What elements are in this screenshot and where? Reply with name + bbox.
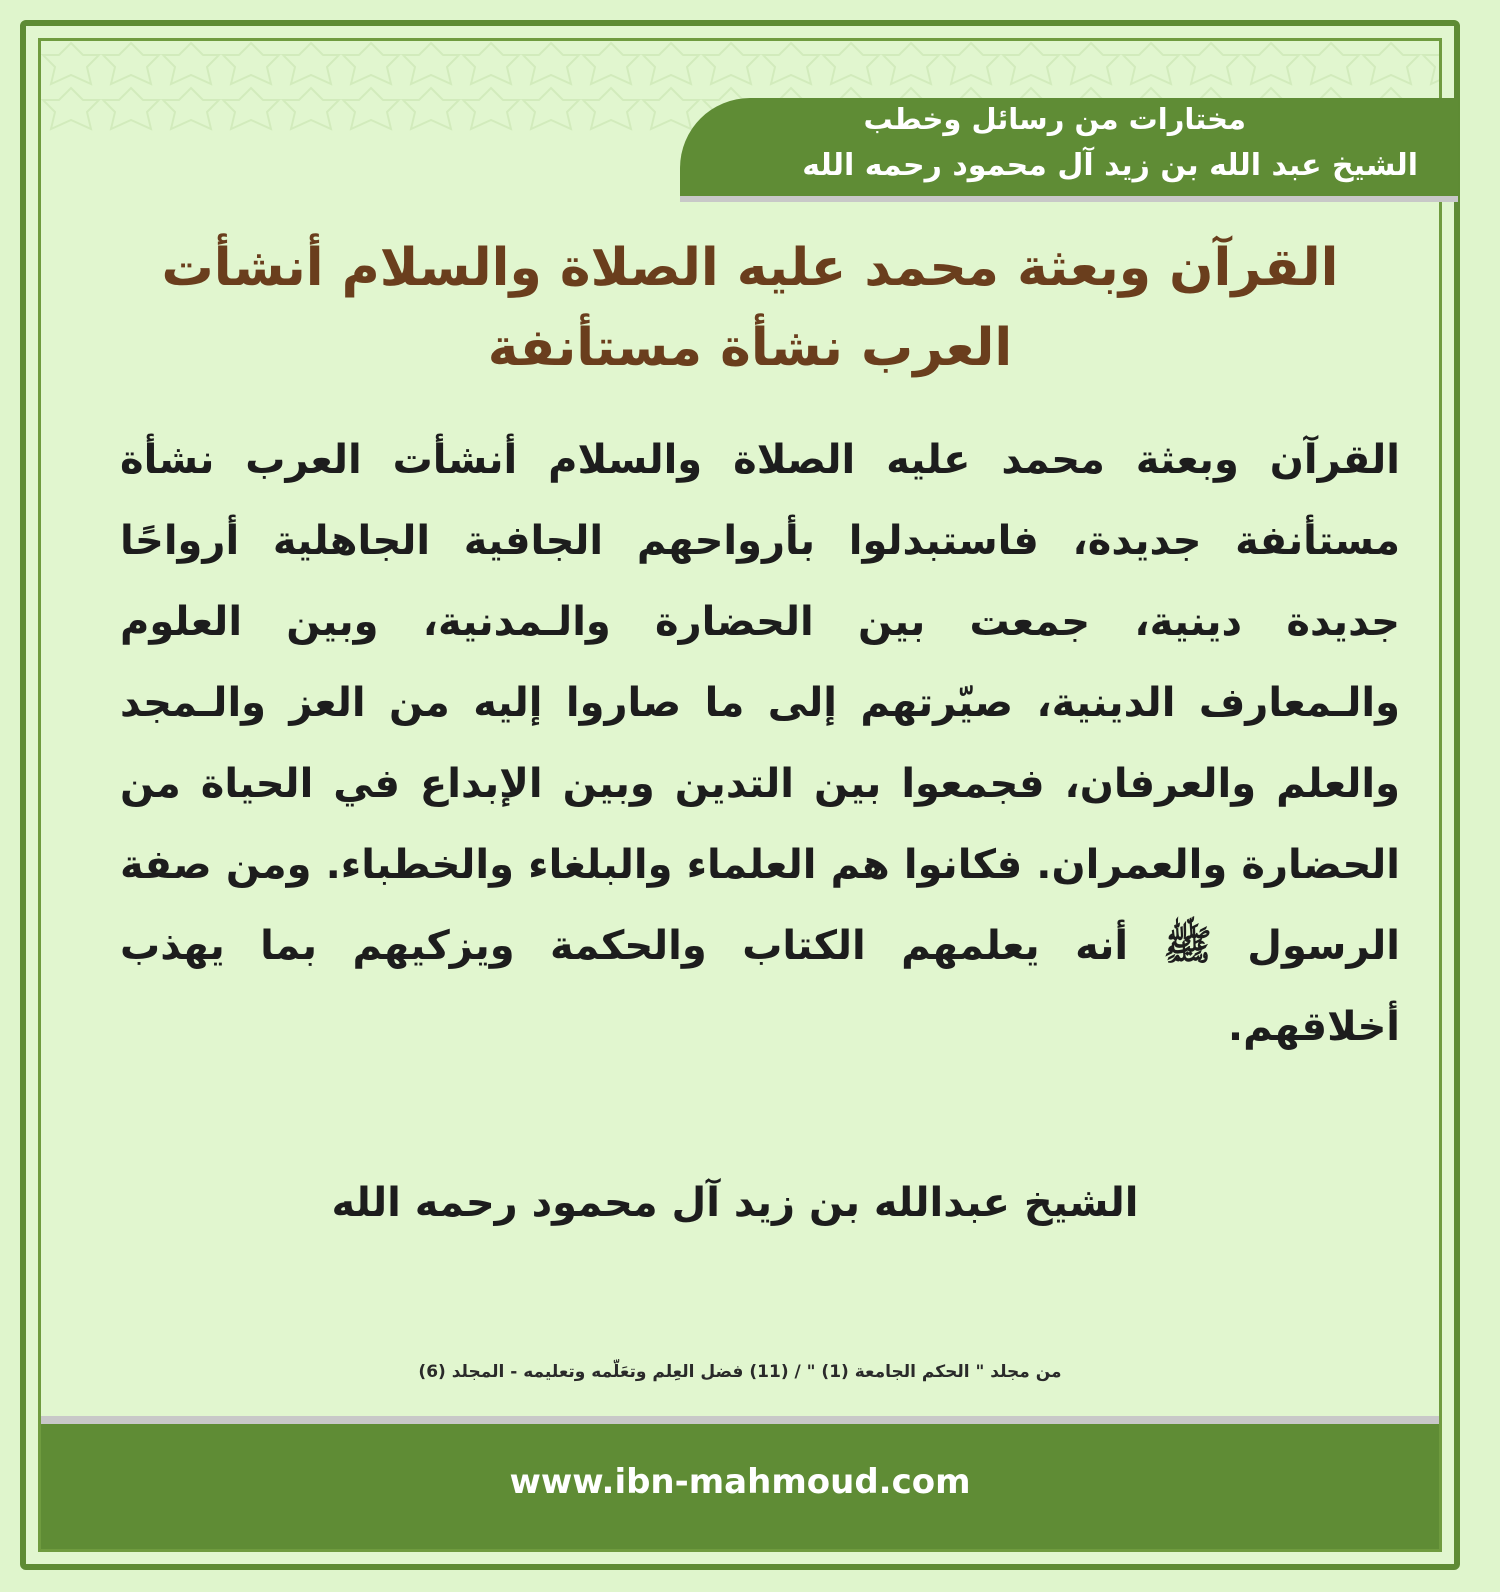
quote-body: القرآن وبعثة محمد عليه الصلاة والسلام أنشأت العرب نشأة مستأنفة جديدة، فاستبدلوا بأرواحهم الجافية الجاهلية أرواحًا جديدة دينية، جمعت بين الحضارة والـمدنية، وبين العلوم والـمعارف الدينية، صيّرتهم إلى ما صاروا إليه من العز والـمجد والعلم والعرفان، فجمعوا بين التدين وبين الإبداع في الحياة من الحضارة والعمران. فكانوا هم العلماء والبلغاء والخطباء. ومن صفة الرسول ﷺ أنه يعلمهم الكتاب والحكمة ويزكيهم بما يهذب أخلاقهم. [120,437,1400,1050]
page-title: القرآن وبعثة محمد عليه الصلاة والسلام أنشأت العرب نشأة مستأنفة [161,238,1339,378]
website-url: www.ibn-mahmoud.com [509,1462,971,1502]
header-series-title: مختارات من رسائل وخطب [863,102,1246,136]
author-signature: الشيخ عبدالله بن زيد آل محمود رحمه الله [331,1180,1139,1226]
header-banner [680,98,1458,202]
footer-divider [41,1416,1439,1424]
source-citation: من مجلد " الحكم الجامعة (1) " / (11) فضل العِلم وتعَلّمه وتعليمه - المجلد (6) [418,1362,1062,1382]
footer-banner [41,1424,1439,1549]
header-author-name: الشيخ عبد الله بن زيد آل محمود رحمه الله [802,148,1418,183]
